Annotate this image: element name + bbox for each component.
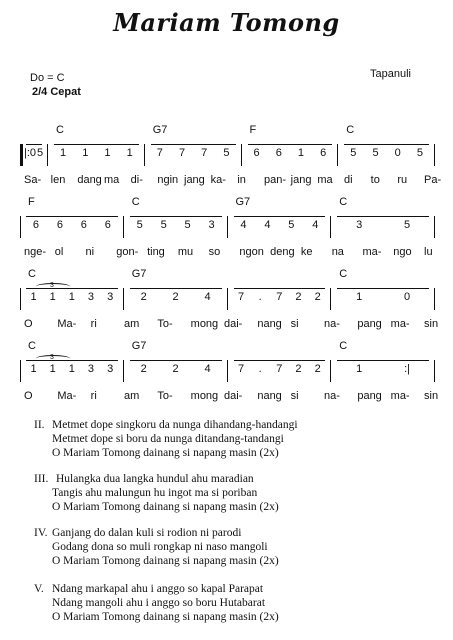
measure	[128, 363, 224, 375]
note: 2	[295, 363, 302, 375]
lyric-syllable: si	[290, 318, 299, 330]
beam	[248, 144, 333, 145]
beam	[234, 288, 326, 289]
lyric-syllable: ma-	[390, 318, 410, 330]
note: 6	[104, 219, 111, 231]
measure	[24, 291, 120, 303]
measure	[342, 147, 431, 159]
lyric-syllable: di-	[130, 174, 143, 186]
song-title: Mariam Tomong	[113, 8, 340, 37]
lyric-syllable: am	[124, 318, 140, 330]
lyric-syllable: ma	[104, 174, 120, 186]
barline	[20, 144, 23, 166]
lyric-syllable: di	[344, 174, 353, 186]
chord-symbol: G7	[235, 196, 251, 208]
measure	[232, 363, 328, 375]
lyric-syllable: Pa-	[424, 174, 442, 186]
note: 6	[80, 219, 87, 231]
chord-symbol: C	[339, 340, 348, 352]
beam	[344, 144, 429, 145]
lyric-syllable: nang	[257, 318, 282, 330]
note: 1	[82, 147, 89, 159]
note: 2	[295, 291, 302, 303]
note: 4	[204, 291, 211, 303]
measure	[232, 291, 328, 303]
lyric-syllable: deng	[270, 246, 295, 258]
verse-block	[0, 472, 453, 518]
barline	[123, 360, 124, 382]
beam	[130, 288, 222, 289]
triplet-number: 3	[50, 282, 54, 289]
measure	[149, 147, 238, 159]
lyric-syllable: ru	[397, 174, 408, 186]
lyric-syllable: gon-	[116, 246, 139, 258]
lyric-syllable: ol	[54, 246, 64, 258]
lyric-syllable: na-	[324, 390, 340, 402]
lyric-syllable: nge-	[24, 246, 47, 258]
song-origin: Tapanuli	[370, 68, 411, 80]
beam	[337, 288, 429, 289]
note: 3	[107, 291, 114, 303]
lyric-syllable: Sa-	[24, 174, 42, 186]
lyric-syllable: pang	[357, 318, 382, 330]
note: 1	[356, 291, 363, 303]
note: 2	[314, 363, 321, 375]
barline	[227, 360, 228, 382]
verse-number: II.	[34, 419, 45, 431]
verse-line: Ndang mangoli ahu i anggo so boru Hutabarat	[52, 597, 266, 609]
staff-4	[0, 340, 453, 410]
note: 2	[172, 363, 179, 375]
note: 3	[208, 219, 215, 231]
note: 6	[56, 219, 63, 231]
lyric-syllable: si	[290, 390, 299, 402]
chord-symbol: C	[339, 268, 348, 280]
lyric-syllable: dai-	[224, 318, 243, 330]
lyric-syllable: To-	[157, 318, 173, 330]
note: :|	[404, 363, 411, 375]
note: 1	[30, 363, 37, 375]
lyric-syllable: mu	[177, 246, 194, 258]
lyric-syllable: ngon	[239, 246, 264, 258]
lyric-syllable: To-	[157, 390, 173, 402]
note: 1	[104, 147, 111, 159]
note: 6	[32, 219, 40, 231]
beam	[337, 360, 429, 361]
note: 5	[404, 219, 411, 231]
lyric-syllable: nang	[257, 390, 282, 402]
barline	[434, 144, 435, 166]
note: 4	[264, 219, 271, 231]
note: 1	[356, 363, 363, 375]
note: 3	[87, 363, 95, 375]
measure	[335, 291, 431, 303]
measure	[52, 147, 141, 159]
note: 7	[276, 291, 283, 303]
barline	[241, 144, 242, 166]
verse-line: Tangis ahu malungun hu ingot ma si poriban	[52, 487, 258, 499]
chord-symbol: C	[346, 124, 355, 136]
lyric-syllable: O	[24, 318, 33, 330]
staff-1	[0, 124, 453, 194]
lyric-syllable: ri	[90, 318, 97, 330]
note: 1	[30, 291, 37, 303]
note: 7	[276, 363, 283, 375]
note: 4	[240, 219, 247, 231]
verse-line: Metmet dope singkoru da nunga dihandang-handangi	[52, 419, 298, 431]
note: 7	[156, 147, 163, 159]
beam	[26, 216, 118, 217]
note: 5	[136, 219, 143, 231]
note: 1	[49, 363, 56, 375]
lyric-syllable: lu	[424, 246, 433, 258]
lyric-syllable: sin	[424, 318, 439, 330]
lyric-syllable: ma-	[362, 246, 382, 258]
barline	[434, 360, 435, 382]
staff-notes	[20, 288, 435, 310]
barline	[123, 216, 124, 238]
note: 1	[49, 291, 56, 303]
lyric-syllable: ma	[317, 174, 333, 186]
verse-number: III.	[34, 473, 49, 485]
lyric-syllable: Ma-	[57, 390, 77, 402]
lyric-syllable: am	[124, 390, 140, 402]
lyric-syllable: pan-	[264, 174, 287, 186]
measure	[232, 219, 328, 231]
note: 5	[288, 219, 295, 231]
verse-line: Godang dona so muli rongkap ni naso mangoli	[52, 541, 268, 553]
lyric-syllable: ma-	[390, 390, 410, 402]
lyric-syllable: O	[24, 390, 33, 402]
note: .	[258, 363, 262, 375]
staff-notes	[20, 144, 435, 166]
lyric-syllable: so	[208, 246, 221, 258]
note: 7	[238, 363, 245, 375]
lyric-syllable: ri	[90, 390, 97, 402]
note: 5	[184, 219, 191, 231]
beam	[26, 144, 42, 145]
verse-line: O Mariam Tomong dainang si napang masin (2x)	[52, 447, 279, 459]
barline	[144, 144, 145, 166]
note: 3	[87, 291, 95, 303]
note: 2	[140, 291, 147, 303]
barline	[227, 288, 228, 310]
barline	[20, 360, 21, 382]
note: 6	[275, 147, 282, 159]
barline	[434, 216, 435, 238]
staff-notes	[20, 360, 435, 382]
note: 3	[356, 219, 363, 231]
barline	[330, 288, 331, 310]
note: 5	[372, 147, 379, 159]
barline	[330, 360, 331, 382]
verse-line: Metmet dope si boru da nunga ditandang-tandangi	[52, 433, 284, 445]
verse-number: V.	[34, 583, 44, 595]
lyric-syllable: to	[370, 174, 380, 186]
key-signature: Do = C	[30, 72, 65, 84]
lyric-syllable: ngo	[393, 246, 412, 258]
beam	[337, 216, 429, 217]
note: 3	[107, 363, 114, 375]
lyric-syllable: jang	[184, 174, 205, 186]
chord-symbol: C	[131, 196, 140, 208]
measure	[128, 219, 224, 231]
note: 1	[60, 147, 67, 159]
lyric-syllable: Ma-	[57, 318, 77, 330]
lyric-syllable: mong	[190, 390, 219, 402]
lyric-syllable: na-	[324, 318, 340, 330]
barline	[434, 288, 435, 310]
beam	[234, 216, 326, 217]
chord-symbol: C	[339, 196, 348, 208]
note: 7	[238, 291, 245, 303]
beam	[130, 216, 222, 217]
measure	[24, 147, 44, 159]
verse-number: IV.	[34, 527, 48, 539]
note: 1	[126, 147, 133, 159]
verse-line: Ganjang do dalan kuli si rodion ni parodi	[52, 527, 242, 539]
note: 1	[68, 363, 75, 375]
chord-symbol: C	[28, 340, 36, 352]
beam	[130, 360, 222, 361]
note: 4	[312, 219, 319, 231]
measure	[128, 291, 224, 303]
note: 6	[253, 147, 260, 159]
beam	[54, 144, 139, 145]
barline	[330, 216, 331, 238]
verse-line: Ndang markapal ahu i anggo so kapal Parapat	[52, 583, 264, 595]
lyric-syllable: ting	[147, 246, 165, 258]
lyric-syllable: pang	[357, 390, 382, 402]
note: |:0	[24, 147, 37, 159]
note: 2	[172, 291, 179, 303]
note: 5	[160, 219, 167, 231]
barline	[47, 144, 48, 166]
barline	[123, 288, 124, 310]
lyric-syllable: sin	[424, 390, 439, 402]
note: 5	[223, 147, 230, 159]
lyric-syllable: jang	[290, 174, 312, 186]
barline	[20, 216, 21, 238]
chord-symbol: C	[56, 124, 64, 136]
note: 2	[140, 363, 147, 375]
note: 0	[404, 291, 411, 303]
verse-line: O Mariam Tomong dainang si napang masin (2x)	[52, 501, 279, 513]
lyric-syllable: ngin	[157, 174, 179, 186]
staff-2	[0, 196, 453, 266]
note: 1	[297, 147, 305, 159]
note: 7	[178, 147, 186, 159]
measure	[246, 147, 335, 159]
staff-notes	[20, 216, 435, 238]
note: 5	[350, 147, 357, 159]
verse-line: O Mariam Tomong dainang si napang masin (2x)	[52, 555, 279, 567]
verse-line: Hulangka dua langka hundul ahu maradian	[56, 473, 254, 485]
chord-symbol: F	[249, 124, 257, 136]
staff-3	[0, 268, 453, 338]
barline	[227, 216, 228, 238]
lyric-syllable: ke	[300, 246, 313, 258]
lyric-syllable: len	[50, 174, 66, 186]
triplet-number: 3	[50, 354, 54, 361]
note: 5	[416, 147, 423, 159]
chord-symbol: C	[28, 268, 36, 280]
lyric-syllable: ni	[85, 246, 95, 258]
tempo-marking: 2/4 Cepat	[32, 86, 81, 98]
note: 6	[320, 147, 327, 159]
note: 2	[314, 291, 321, 303]
lyric-syllable: dang	[77, 174, 102, 186]
barline	[20, 288, 21, 310]
verse-block	[0, 582, 453, 628]
chord-symbol: G7	[152, 124, 168, 136]
lyric-syllable: dai-	[224, 390, 243, 402]
measure	[335, 363, 431, 375]
verse-line: O Mariam Tomong dainang si napang masin (2x)	[52, 611, 279, 623]
measure	[24, 219, 120, 231]
lyric-syllable: in	[237, 174, 246, 186]
note: 5	[36, 147, 44, 159]
beam	[234, 360, 326, 361]
lyric-syllable: na	[331, 246, 344, 258]
chord-symbol: F	[28, 196, 35, 208]
note: 4	[204, 363, 211, 375]
note: 7	[201, 147, 208, 159]
note: 0	[394, 147, 401, 159]
lyric-syllable: mong	[190, 318, 219, 330]
verse-block	[0, 526, 453, 572]
measure	[24, 363, 120, 375]
lyric-syllable: ka-	[210, 174, 226, 186]
note: 1	[68, 291, 75, 303]
beam	[151, 144, 236, 145]
barline	[337, 144, 338, 166]
chord-symbol: G7	[131, 268, 147, 280]
chord-symbol: G7	[131, 340, 147, 352]
note: .	[258, 291, 262, 303]
verse-block	[0, 418, 453, 464]
measure	[335, 219, 431, 231]
